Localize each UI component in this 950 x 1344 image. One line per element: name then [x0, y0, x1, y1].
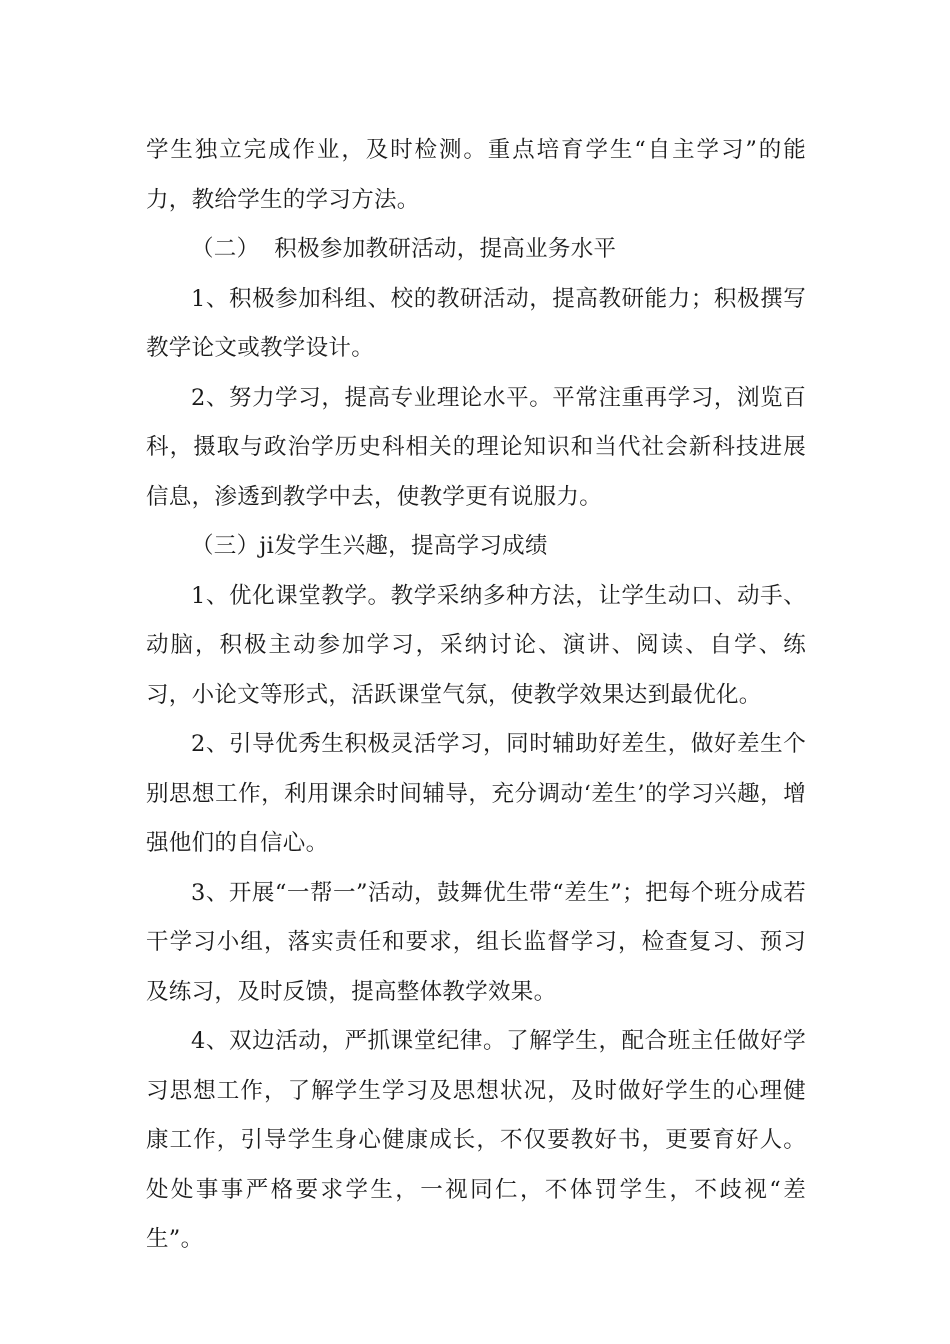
paragraph-continuation: 学生独立完成作业，及时检测。重点培育学生“自主学习”的能力，教给学生的学习方法。	[146, 137, 806, 213]
paragraph-3-3: 3、开展“一帮一”活动，鼓舞优生带“差生”；把每个班分成若干学习小组，落实责任和要求，组长监督学习，检查复习、预习及练习，及时反馈，提高整体教学效果。	[146, 879, 806, 1005]
document-body	[146, 126, 806, 1265]
section-heading-3: （三）ji发学生兴趣，提高学习成绩	[191, 533, 548, 559]
paragraph-3-2: 2、引导优秀生积极灵活学习，同时辅助好差生，做好差生个别思想工作，利用课余时间辅导，充分调动‘差生’的学习兴趣，增强他们的自信心。	[146, 731, 806, 856]
paragraph-3-4: 4、双边活动，严抓课堂纪律。了解学生，配合班主任做好学习思想工作，了解学生学习及思想状况，及时做好学生的心理健康工作，引导学生身心健康成长，不仅要教好书，更要育好人。处处事事严格要求学生，一视同仁，不体罚学生，不歧视“差生”。	[146, 1028, 806, 1252]
section-heading-2: （二） 积极参加教研活动，提高业务水平	[191, 236, 617, 262]
paragraph-3-1: 1、优化课堂教学。教学采纳多种方法，让学生动口、动手、动脑，积极主动参加学习，采纳讨论、演讲、阅读、自学、练习，小论文等形式，活跃课堂气氛，使教学效果达到最优化。	[146, 582, 806, 708]
paragraph-2-1: 1、积极参加科组、校的教研活动，提高教研能力；积极撰写教学论文或教学设计。	[146, 285, 806, 361]
paragraph-2-2: 2、努力学习，提高专业理论水平。平常注重再学习，浏览百科，摄取与政治学历史科相关的理论知识和当代社会新科技进展信息，渗透到教学中去，使教学更有说服力。	[146, 384, 806, 510]
